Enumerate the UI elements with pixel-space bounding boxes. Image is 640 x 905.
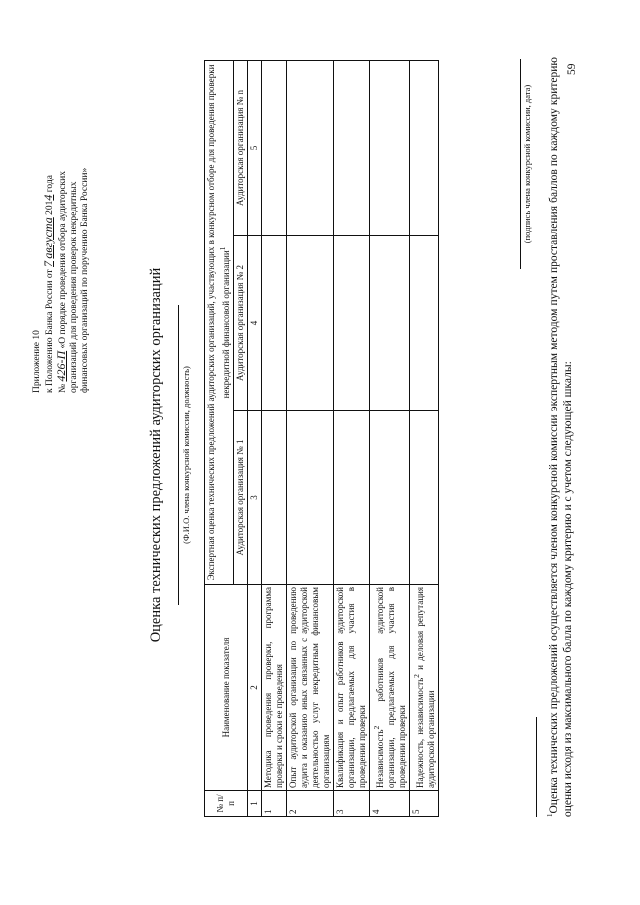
table-row [370,60,410,816]
footnote-separator [536,717,537,817]
row-num: 4 [370,791,410,817]
table-header-row [205,60,234,816]
header-org-2: Аудиторская организация № 2 [234,236,248,411]
footnote: $^1$Оценка технических предложений осуществляется членом конкурсной комиссии экспертным методом путем проставления баллов по каждому критерию оценки исходя из максимального балла по каждому критерию и с учетом следующей шкалы: [546,57,574,817]
appendix-header [32,93,91,393]
score-cell[interactable] [334,236,370,411]
page-number: 59 [566,63,578,75]
row-num: 3 [334,791,370,817]
row-num: 2 [287,791,334,817]
score-cell[interactable] [262,60,287,235]
criterion-text: Независимость$^2$ работников аудиторской организации, предлагаемых для участия в проведении проверки [370,585,410,791]
signature-label: (подпись члена конкурсной комиссии, дата) [522,84,532,244]
header-expert-group: Экспертная оценка технических предложений аудиторских организаций, участвующих в конкурсном отборе для проведения проверки некредитной финансовой организации$^1$ [205,60,234,584]
score-cell[interactable] [410,411,439,585]
criterion-text: Надежность, независимость$^2$ и деловая репутация аудиторской организации [410,585,439,791]
appendix-number: 426-П [54,350,68,382]
score-cell[interactable] [287,60,334,235]
score-cell[interactable] [410,236,439,411]
header-num: № п/п [205,791,248,817]
table-row [410,60,439,816]
table-row [262,60,287,816]
appendix-line-3: № 426-П «О порядке проведения отбора аудиторских [54,170,68,393]
table-row [287,60,334,816]
score-cell[interactable] [334,60,370,235]
row-num: 1 [262,791,287,817]
score-cell[interactable] [334,411,370,585]
score-cell[interactable] [262,236,287,411]
appendix-line-2: к Положению Банка России от 7 августа 2014 года [41,175,55,393]
appendix-line-5: финансовых организаций по поручению Банка России» [80,167,90,393]
criterion-text: Методика проведения проверки, программа проверки и сроки ее проведения [262,585,287,791]
score-cell[interactable] [262,411,287,585]
appendix-line-1: Приложение 10 [32,330,42,393]
header-name: Наименование показателя [205,585,248,791]
score-cell[interactable] [287,411,334,585]
fio-signature-line [178,305,179,605]
appendix-line-4: организаций для проведения проверок некредитных [69,181,79,393]
appendix-day: 7 [41,260,55,267]
criterion-text: Опыт аудиторской организации по проведению аудита и оказанию иных связанных с аудиторской деятельностью услуг некредитным финансовым организациям [287,585,334,791]
fio-label: (Ф.И.О. члена конкурсной комиссии, должность) [181,366,191,544]
table-row [334,60,370,816]
criterion-text: Квалификация и опыт работников аудиторской организации, предлагаемых для участия в проведении проверки [334,585,370,791]
page-title: Оценка технических предложений аудиторских организаций [148,267,164,643]
header-org-1: Аудиторская организация № 1 [234,411,248,585]
score-cell[interactable] [370,411,410,585]
column-number-row: 1 2 3 4 5 [248,60,262,816]
score-cell[interactable] [410,60,439,235]
score-cell[interactable] [370,236,410,411]
score-cell[interactable] [370,60,410,235]
evaluation-table [204,60,439,817]
appendix-month: августа [41,217,55,259]
header-org-n: Аудиторская организация № n [234,60,248,235]
appendix-year-digit: 4 [41,194,55,201]
signature-line [520,59,521,269]
row-num: 5 [410,791,439,817]
score-cell[interactable] [287,236,334,411]
